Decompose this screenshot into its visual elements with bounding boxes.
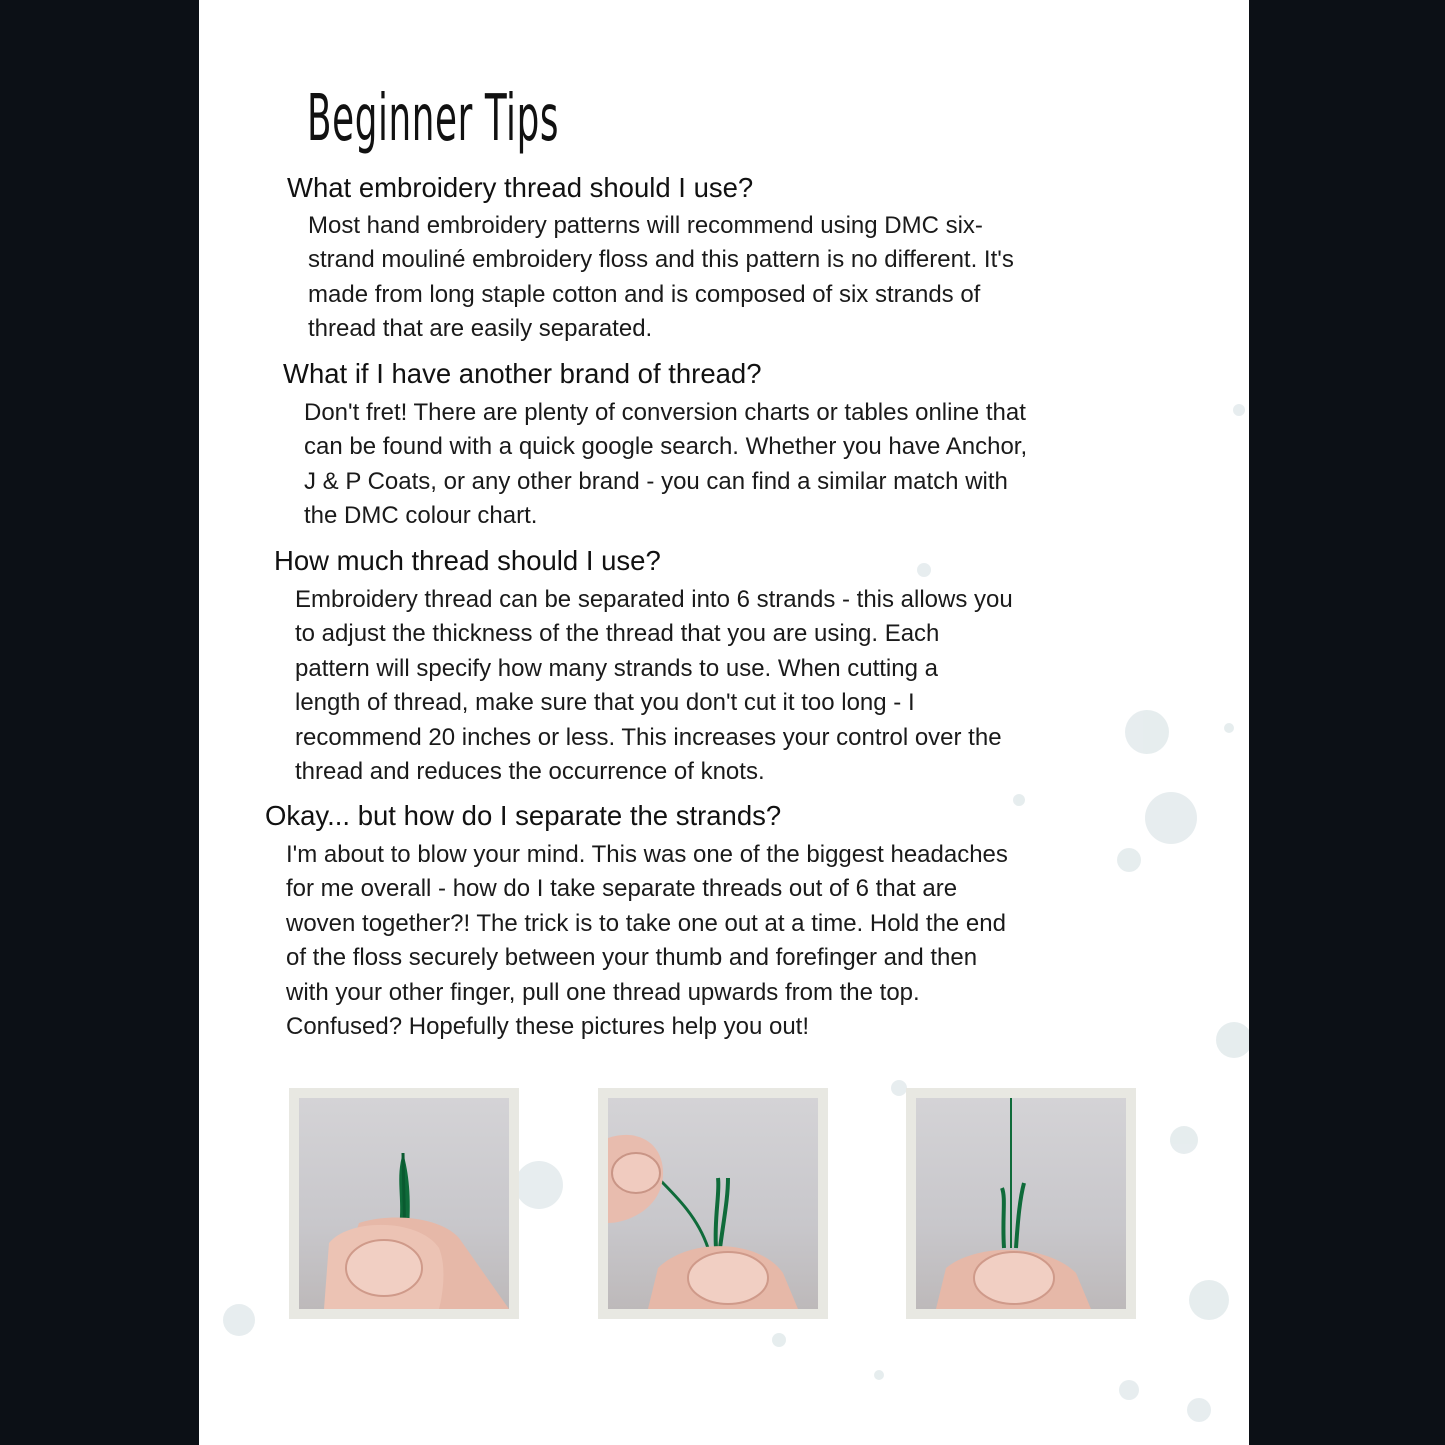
answer-line: woven together?! The trick is to take one out at a time. Hold the end [286,909,1006,937]
thread-separated-photo [916,1098,1126,1309]
thread-separated-icon [916,1098,1126,1309]
thread-pulling-photo [608,1098,818,1309]
answer-line: Confused? Hopefully these pictures help you out! [286,1013,809,1041]
answer-line: I'm about to blow your mind. This was one of the biggest headaches [286,841,1008,868]
answer-paragraph [295,583,1013,789]
answer-line: length of thread, make sure that you don't cut it too long - I [295,689,915,717]
answer-line: Embroidery thread can be separated into 6 strands - this allows you [295,586,1013,613]
answer-line: Don't fret! There are plenty of conversion charts or tables online that [304,399,1026,426]
thread-pulling-icon [608,1098,818,1309]
answer-line: for me overall - how do I take separate threads out of 6 that are [286,875,958,903]
answer-line: the DMC colour chart. [304,502,538,530]
photo-frame-3 [906,1088,1136,1319]
question-heading: Okay... but how do I separate the strands? [265,800,782,831]
answer-line: with your other finger, pull one thread upwards from the top. [286,978,920,1006]
thread-held-icon [299,1098,509,1309]
answer-line: recommend 20 inches or less. This increases your control over the [295,723,1002,751]
question-heading: What if I have another brand of thread? [283,358,762,389]
answer-line: can be found with a quick google search. Whether you have Anchor, [304,433,1028,461]
answer-paragraph [286,838,1008,1044]
answer-line: thread and reduces the occurrence of knots. [295,758,765,786]
answer-line: to adjust the thickness of the thread that you are using. Each [295,620,940,648]
answer-line: pattern will specify how many strands to use. When cutting a [295,654,938,682]
page-title: Beginner Tips [307,82,560,156]
answer-line: of the floss securely between your thumb and forefinger and then [286,944,978,972]
answer-line: made from long staple cotton and is composed of six strands of [308,280,981,308]
answer-line: strand mouliné embroidery floss and this pattern is no different. It's [308,246,1014,274]
answer-line: J & P Coats, or any other brand - you can find a similar match with [304,467,1008,495]
answer-paragraph [308,209,1014,347]
photo-frame-2 [598,1088,828,1319]
question-heading: How much thread should I use? [274,545,661,576]
answer-line: Most hand embroidery patterns will recommend using DMC six- [308,212,983,239]
question-heading: What embroidery thread should I use? [287,172,754,203]
answer-line: thread that are easily separated. [308,315,653,343]
photo-frame-1 [289,1088,519,1319]
thread-held-photo [299,1098,509,1309]
answer-paragraph [304,396,1027,534]
tips-page [199,0,1249,1445]
